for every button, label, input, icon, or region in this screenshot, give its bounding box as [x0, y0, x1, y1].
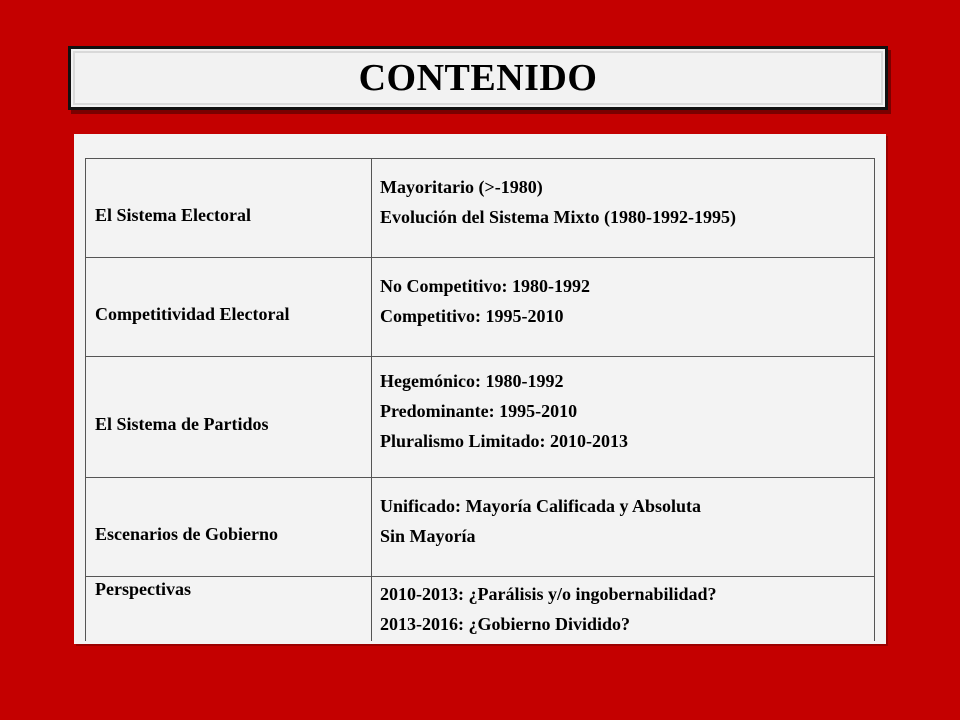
- row-label: Escenarios de Gobierno: [95, 523, 278, 544]
- row-item: No Competitivo: 1980-1992: [380, 276, 590, 296]
- table-row: [86, 357, 875, 478]
- row-label-cell: [86, 357, 372, 478]
- table-row: [86, 577, 875, 642]
- row-label-cell: [86, 577, 372, 642]
- row-label-cell: [86, 159, 372, 258]
- row-label: El Sistema Electoral: [95, 204, 251, 225]
- row-item: Evolución del Sistema Mixto (1980-1992-1995): [380, 207, 736, 227]
- title-banner: [68, 46, 888, 110]
- row-label-cell: [86, 478, 372, 577]
- row-item: Predominante: 1995-2010: [380, 401, 578, 421]
- row-item: Pluralismo Limitado: 2010-2013: [380, 431, 628, 451]
- row-label: El Sistema de Partidos: [95, 413, 269, 434]
- row-items-cell: [372, 478, 875, 577]
- row-item: 2013-2016: ¿Gobierno Dividido?: [380, 614, 631, 634]
- row-item: Sin Mayoría: [380, 526, 476, 546]
- content-table: [85, 158, 875, 641]
- table-row: [86, 159, 875, 258]
- row-item: Competitivo: 1995-2010: [380, 306, 564, 326]
- row-item: Mayoritario (>-1980): [380, 177, 543, 197]
- content-panel: [74, 134, 886, 644]
- row-items-cell: [372, 577, 875, 642]
- row-label-cell: [86, 258, 372, 357]
- table-row: [86, 258, 875, 357]
- row-item: 2010-2013: ¿Parálisis y/o ingobernabilidad?: [380, 584, 717, 604]
- row-items-cell: [372, 357, 875, 478]
- row-item: Hegemónico: 1980-1992: [380, 371, 564, 391]
- row-items-cell: [372, 159, 875, 258]
- row-items-cell: [372, 258, 875, 357]
- page-title: CONTENIDO: [358, 57, 598, 99]
- row-item: Unificado: Mayoría Calificada y Absoluta: [380, 496, 702, 516]
- table-row: [86, 478, 875, 577]
- row-label: Competitividad Electoral: [95, 303, 290, 324]
- row-label: Perspectivas: [95, 579, 191, 599]
